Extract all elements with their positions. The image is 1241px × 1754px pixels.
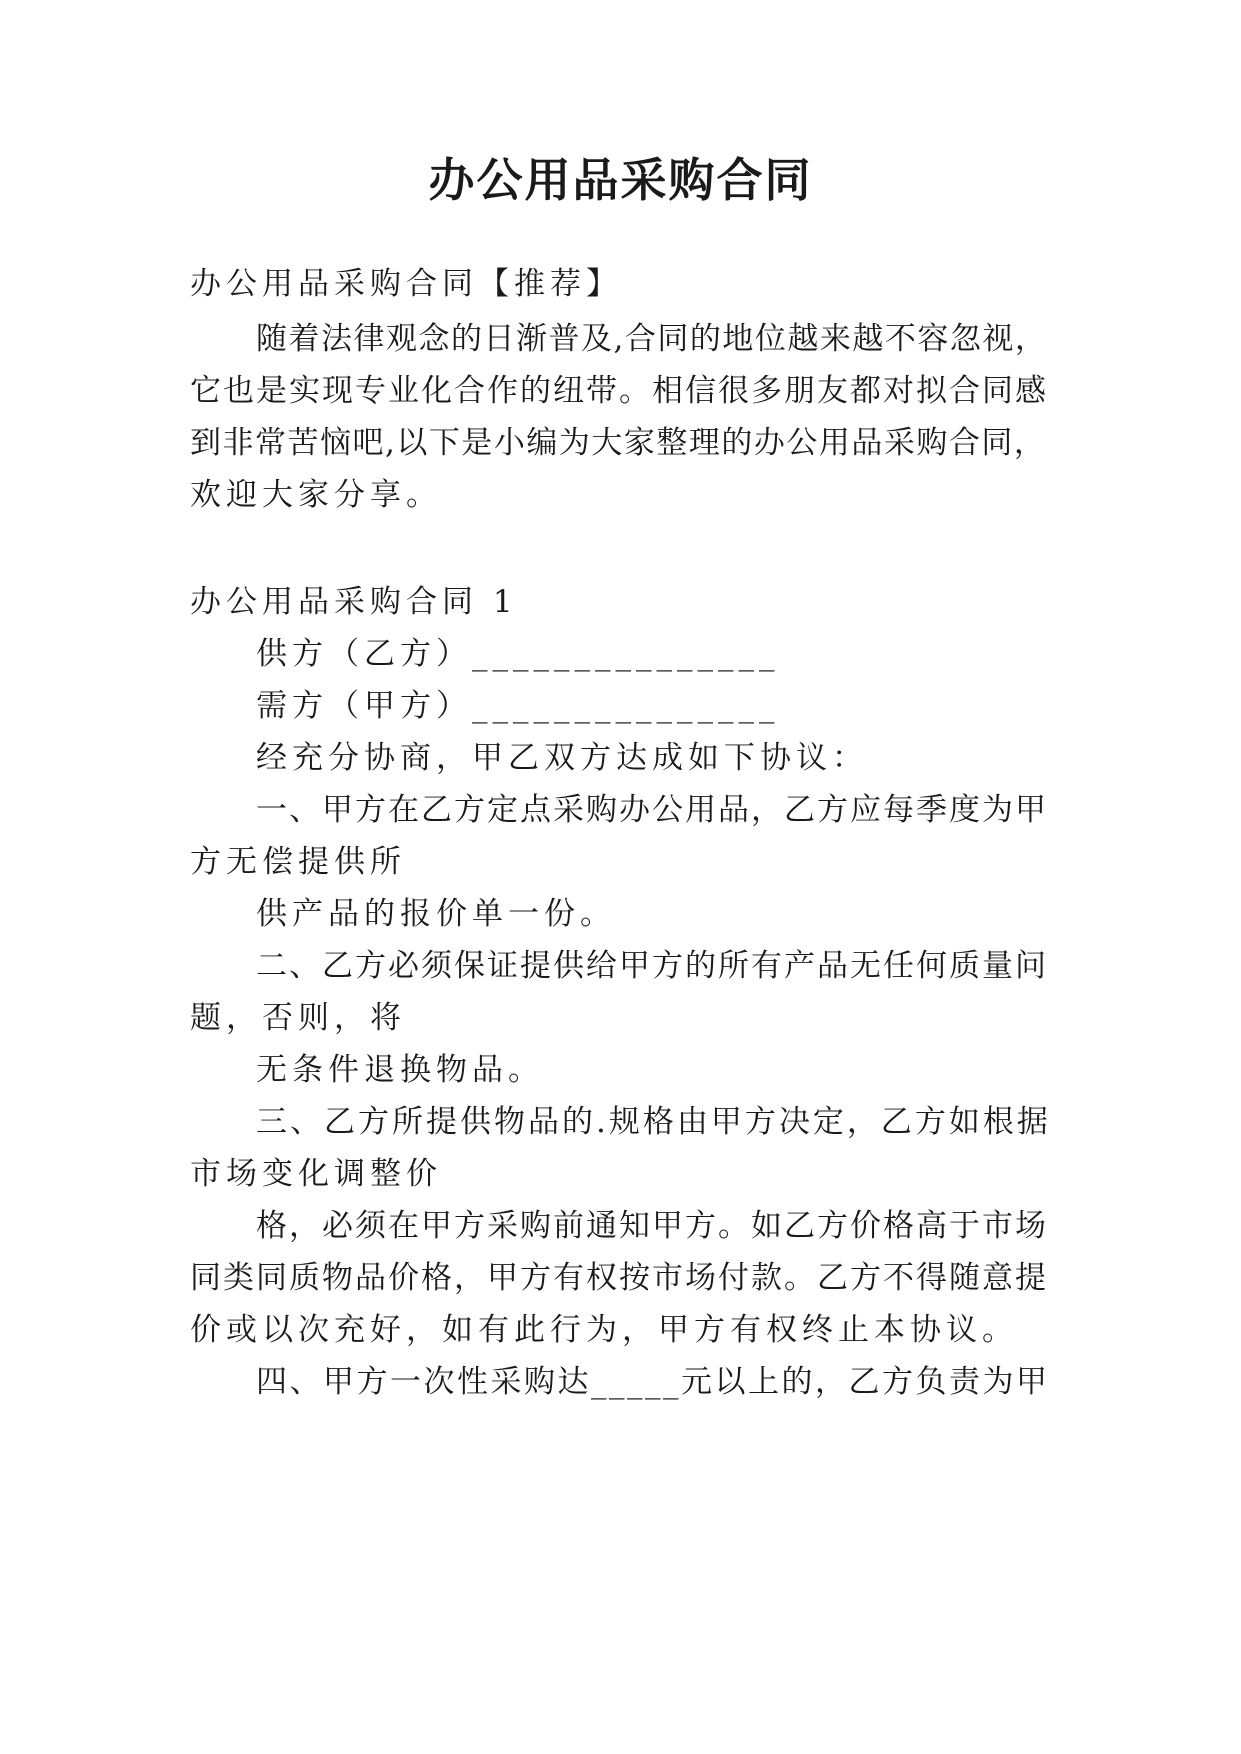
body-line: 方无偿提供所: [190, 844, 406, 880]
body-line: 四、甲方一次性采购达_____元以上的，乙方负责为甲: [256, 1364, 1050, 1400]
document-title: 办公用品采购合同: [428, 153, 813, 207]
intro-line: 欢迎大家分享。: [190, 477, 442, 513]
subtitle: 办公用品采购合同【推荐】: [190, 266, 622, 302]
body-line: 经充分协商，甲乙双方达成如下协议：: [256, 740, 868, 776]
body-line: 需方（甲方）_______________: [256, 688, 780, 724]
body-line: 同类同质物品价格，甲方有权按市场付款。乙方不得随意提: [190, 1260, 1048, 1296]
body-line: 格，必须在甲方采购前通知甲方。如乙方价格高于市场: [256, 1208, 1048, 1244]
body-line: 题，否则，将: [190, 1000, 406, 1036]
body-line: 一、甲方在乙方定点采购办公用品，乙方应每季度为甲: [256, 792, 1048, 828]
intro-line: 到非常苦恼吧,以下是小编为大家整理的办公用品采购合同，: [190, 425, 1047, 461]
body-line: 三、乙方所提供物品的.规格由甲方决定，乙方如根据: [256, 1104, 1051, 1140]
body-line: 供产品的报价单一份。: [256, 896, 616, 932]
intro-line: 它也是实现专业化合作的纽带。相信很多朋友都对拟合同感: [190, 373, 1048, 409]
section-heading: 办公用品采购合同 1: [190, 584, 518, 620]
body-line: 二、乙方必须保证提供给甲方的所有产品无任何质量问: [256, 948, 1048, 984]
body-line: 价或以次充好，如有此行为，甲方有权终止本协议。: [190, 1312, 1018, 1348]
body-line: 市场变化调整价: [190, 1156, 442, 1192]
intro-line: 随着法律观念的日渐普及,合同的地位越来越不容忽视，: [256, 321, 1048, 357]
body-line: 无条件退换物品。: [256, 1052, 544, 1088]
body-line: 供方（乙方）_______________: [256, 636, 780, 672]
